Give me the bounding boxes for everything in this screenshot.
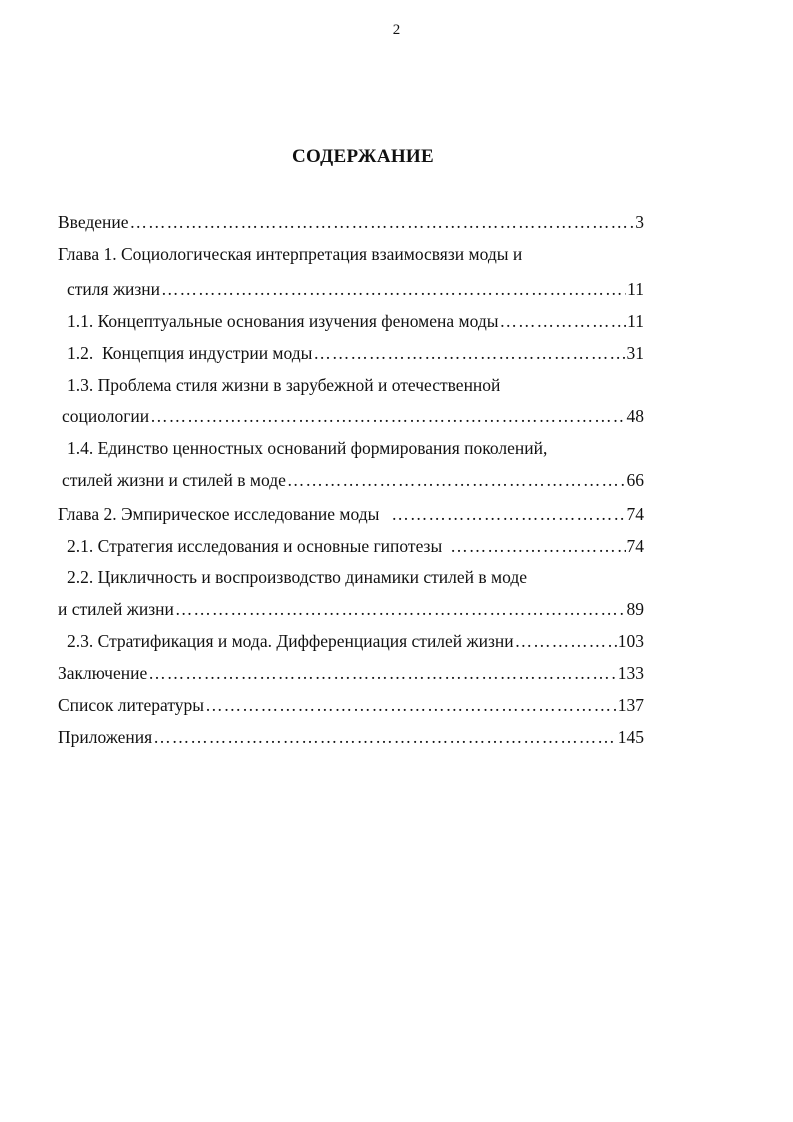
leader-dots [450, 533, 625, 559]
toc-entry-page: 145 [617, 727, 644, 747]
toc-entry-section-1-2 [67, 340, 644, 366]
toc-entry-text: 2.2. Цикличность и воспроизводство динамики стилей в моде [67, 567, 528, 587]
toc-entry-text: Приложения [58, 727, 153, 747]
leader-dots [130, 209, 635, 235]
toc-entry-text: и стилей жизни [58, 599, 174, 619]
toc-entry-page: 74 [626, 504, 644, 524]
toc-entry-page: 3 [635, 212, 644, 232]
toc-entry-text: 1.3. Проблема стиля жизни в зарубежной и отечественной [67, 375, 501, 395]
toc-entry-text: Список литературы [58, 695, 205, 715]
page-title: СОДЕРЖАНИЕ [292, 146, 434, 167]
leader-dots [205, 692, 617, 718]
leader-dots [313, 340, 625, 366]
toc-entry-page: 11 [627, 279, 644, 299]
toc-entry-text: Заключение [58, 663, 148, 683]
leader-dots [150, 403, 625, 429]
toc-entry-text: 1.4. Единство ценностных оснований формирования поколений, [67, 438, 548, 458]
toc-entry-section-1-3-cont [62, 403, 644, 429]
toc-entry-conclusion [58, 660, 644, 686]
toc-entry-section-2-2 [67, 564, 527, 590]
toc-entry-text: 2.3. Стратификация и мода. Дифференциация стилей жизни [67, 631, 514, 651]
toc-entry-page: 133 [617, 663, 644, 683]
leader-dots [175, 596, 626, 622]
toc-entry-page: 74 [626, 536, 644, 556]
leader-dots [500, 308, 627, 334]
toc-entry-chapter-1-cont [67, 276, 644, 302]
leader-dots [153, 724, 617, 750]
toc-entry-page: 103 [617, 631, 644, 651]
toc-entry-chapter-1 [58, 241, 522, 267]
toc-entry-section-2-2-cont [58, 596, 644, 622]
toc-entry-text: Глава 1. Социологическая интерпретация взаимосвязи моды и [58, 244, 523, 264]
toc-entry-section-1-4 [67, 435, 547, 461]
toc-entry-text: Введение [58, 212, 129, 232]
toc-entry-page: 66 [626, 470, 644, 490]
toc-entry-introduction [58, 209, 644, 235]
toc-entry-page: 31 [626, 343, 644, 363]
toc-entry-references [58, 692, 644, 718]
toc-entry-section-1-1 [67, 308, 644, 334]
leader-dots [161, 276, 626, 302]
leader-dots [287, 467, 626, 493]
toc-entry-text: 2.1. Стратегия исследования и основные гипотезы [67, 536, 443, 556]
leader-dots [391, 501, 625, 527]
toc-entry-page: 89 [626, 599, 644, 619]
page-number: 2 [392, 22, 401, 38]
toc-entry-page: 137 [617, 695, 644, 715]
leader-dots [515, 628, 617, 654]
leader-dots [148, 660, 617, 686]
toc-entry-chapter-2 [58, 501, 644, 527]
toc-entry-text: социологии [62, 406, 150, 426]
toc-entry-appendices [58, 724, 644, 750]
toc-entry-text: стиля жизни [67, 279, 161, 299]
toc-entry-page: 11 [627, 311, 644, 331]
toc-entry-text: 1.2. Концепция индустрии моды [67, 343, 313, 363]
toc-entry-section-1-3 [67, 372, 500, 398]
toc-entry-section-2-3 [67, 628, 644, 654]
toc-entry-text: Глава 2. Эмпирическое исследование моды [58, 504, 380, 524]
toc-entry-text: стилей жизни и стилей в моде [62, 470, 286, 490]
toc-entry-page: 48 [626, 406, 644, 426]
toc-entry-text: 1.1. Концептуальные основания изучения феномена моды [67, 311, 499, 331]
toc-entry-section-1-4-cont [62, 467, 644, 493]
toc-entry-section-2-1 [67, 533, 644, 559]
